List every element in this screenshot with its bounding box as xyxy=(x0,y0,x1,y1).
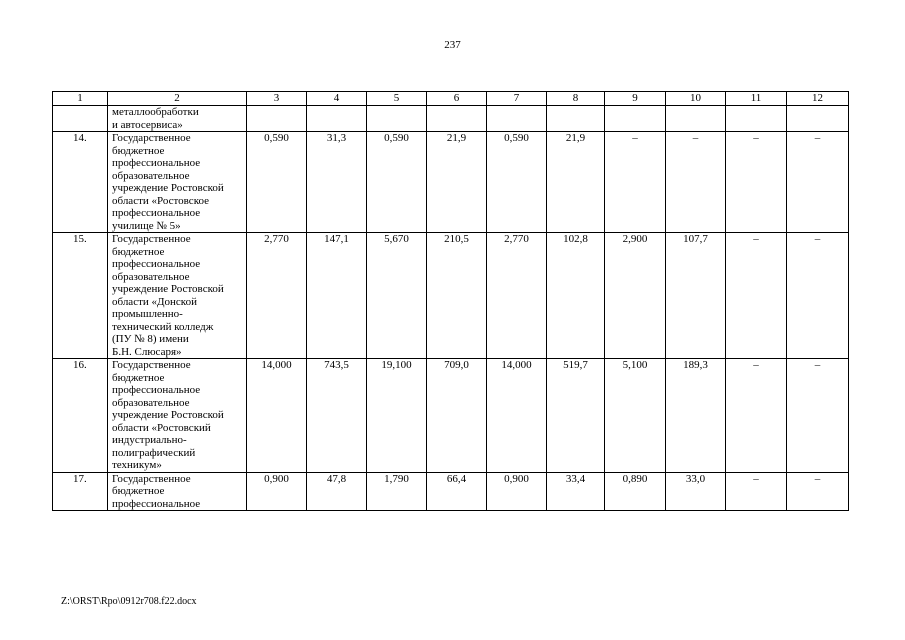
institution-name-line: образовательное xyxy=(112,396,190,409)
value-cell-col-7: 14,000 xyxy=(487,359,547,473)
value-cell-col-4: 743,5 xyxy=(307,359,367,473)
column-header-11: 11 xyxy=(726,92,787,106)
institution-name-cell xyxy=(108,472,247,511)
table-header-row xyxy=(53,92,849,106)
value-cell-col-4: 147,1 xyxy=(307,233,367,359)
value-cell-col-11: – xyxy=(726,132,787,233)
institution-name-line: области «Ростовский xyxy=(112,421,211,434)
column-header-12: 12 xyxy=(787,92,849,106)
table-row xyxy=(53,106,849,132)
value-cell-col-5: 5,670 xyxy=(367,233,427,359)
column-header-2: 2 xyxy=(108,92,247,106)
row-number-cell xyxy=(53,106,108,132)
institution-name-line: профессиональное xyxy=(112,207,201,219)
institution-name-line: профессиональное xyxy=(112,157,201,169)
value-cell-col-6: 66,4 xyxy=(427,472,487,511)
value-cell-col-9: 0,890 xyxy=(605,472,666,511)
value-cell-col-6: 21,9 xyxy=(427,132,487,233)
institution-name-line: Б.Н. Слюсаря» xyxy=(112,345,182,358)
value-cell-col-4: 31,3 xyxy=(307,132,367,233)
value-cell-col-12: – xyxy=(787,132,849,233)
value-cell-col-8: 519,7 xyxy=(547,359,605,473)
institution-name-line: и автосервиса» xyxy=(112,118,183,131)
table-row xyxy=(53,132,849,233)
value-cell-col-4: 47,8 xyxy=(307,472,367,511)
institution-name-line: индустриально- xyxy=(112,434,187,446)
column-header-10: 10 xyxy=(666,92,726,106)
table-row xyxy=(53,472,849,511)
value-cell-col-8: 21,9 xyxy=(547,132,605,233)
value-cell-col-9 xyxy=(605,106,666,132)
institution-name-line: технический колледж xyxy=(112,320,214,333)
column-header-8: 8 xyxy=(547,92,605,106)
row-number-cell: 14. xyxy=(53,132,108,233)
value-cell-col-10 xyxy=(666,106,726,132)
institution-name-line: металлообработки xyxy=(112,106,199,118)
value-cell-col-10: 107,7 xyxy=(666,233,726,359)
value-cell-col-12: – xyxy=(787,233,849,359)
value-cell-col-12: – xyxy=(787,359,849,473)
institution-name-line: образовательное xyxy=(112,169,190,182)
value-cell-col-3: 0,590 xyxy=(247,132,307,233)
institution-name-cell xyxy=(108,233,247,359)
value-cell-col-3: 0,900 xyxy=(247,472,307,511)
value-cell-col-7 xyxy=(487,106,547,132)
value-cell-col-7: 0,590 xyxy=(487,132,547,233)
value-cell-col-6: 210,5 xyxy=(427,233,487,359)
value-cell-col-5: 1,790 xyxy=(367,472,427,511)
institution-name-line: полиграфический xyxy=(112,446,196,459)
institution-name-line: бюджетное xyxy=(112,485,165,497)
value-cell-col-3: 14,000 xyxy=(247,359,307,473)
institution-name-line: профессиональное xyxy=(112,258,201,270)
value-cell-col-11: – xyxy=(726,472,787,511)
column-header-9: 9 xyxy=(605,92,666,106)
column-header-6: 6 xyxy=(427,92,487,106)
value-cell-col-10: – xyxy=(666,132,726,233)
institution-name-line: училище № 5» xyxy=(112,219,181,232)
page-number: 237 xyxy=(444,39,461,51)
institution-name-line: бюджетное xyxy=(112,371,165,384)
value-cell-col-5 xyxy=(367,106,427,132)
value-cell-col-9: 5,100 xyxy=(605,359,666,473)
institution-name-line: учреждение Ростовской xyxy=(112,409,224,421)
value-cell-col-8: 33,4 xyxy=(547,472,605,511)
institution-name-cell xyxy=(108,106,247,132)
value-cell-col-6 xyxy=(427,106,487,132)
institution-name-line: бюджетное xyxy=(112,245,165,258)
value-cell-col-6: 709,0 xyxy=(427,359,487,473)
column-header-4: 4 xyxy=(307,92,367,106)
value-cell-col-8 xyxy=(547,106,605,132)
institution-name-line: учреждение Ростовской xyxy=(112,182,224,194)
value-cell-col-7: 2,770 xyxy=(487,233,547,359)
data-table xyxy=(52,91,849,511)
institution-name-line: профессиональное xyxy=(112,384,201,396)
column-header-7: 7 xyxy=(487,92,547,106)
value-cell-col-3: 2,770 xyxy=(247,233,307,359)
table-row xyxy=(53,233,849,359)
row-number-cell: 15. xyxy=(53,233,108,359)
row-number-cell: 16. xyxy=(53,359,108,473)
value-cell-col-11: – xyxy=(726,359,787,473)
institution-name-line: Государственное xyxy=(112,472,191,485)
value-cell-col-7: 0,900 xyxy=(487,472,547,511)
value-cell-col-10: 189,3 xyxy=(666,359,726,473)
value-cell-col-11 xyxy=(726,106,787,132)
institution-name-cell xyxy=(108,132,247,233)
institution-name-line: области «Донской xyxy=(112,295,197,308)
institution-name-line: Государственное xyxy=(112,233,191,245)
value-cell-col-4 xyxy=(307,106,367,132)
footer-file-path: Z:\ORST\Rpo\0912r708.f22.docx xyxy=(61,596,197,607)
value-cell-col-9: – xyxy=(605,132,666,233)
value-cell-col-3 xyxy=(247,106,307,132)
institution-name-line: области «Ростовское xyxy=(112,194,209,207)
value-cell-col-12: – xyxy=(787,472,849,511)
value-cell-col-12 xyxy=(787,106,849,132)
institution-name-line: Государственное xyxy=(112,359,191,371)
table-body xyxy=(53,92,849,511)
value-cell-col-8: 102,8 xyxy=(547,233,605,359)
table-row xyxy=(53,359,849,473)
institution-name-line: профессиональное xyxy=(112,497,201,510)
value-cell-col-11: – xyxy=(726,233,787,359)
institution-name-line: (ПУ № 8) имени xyxy=(112,333,189,345)
institution-name-cell xyxy=(108,359,247,473)
value-cell-col-10: 33,0 xyxy=(666,472,726,511)
institution-name-line: Государственное xyxy=(112,132,191,144)
column-header-3: 3 xyxy=(247,92,307,106)
value-cell-col-5: 0,590 xyxy=(367,132,427,233)
institution-name-line: техникум» xyxy=(112,459,162,471)
institution-name-line: промышленно- xyxy=(112,308,183,320)
value-cell-col-5: 19,100 xyxy=(367,359,427,473)
institution-name-line: образовательное xyxy=(112,270,190,283)
institution-name-line: учреждение Ростовской xyxy=(112,283,224,295)
column-header-1: 1 xyxy=(53,92,108,106)
institution-name-line: бюджетное xyxy=(112,144,165,157)
value-cell-col-9: 2,900 xyxy=(605,233,666,359)
column-header-5: 5 xyxy=(367,92,427,106)
row-number-cell: 17. xyxy=(53,472,108,511)
